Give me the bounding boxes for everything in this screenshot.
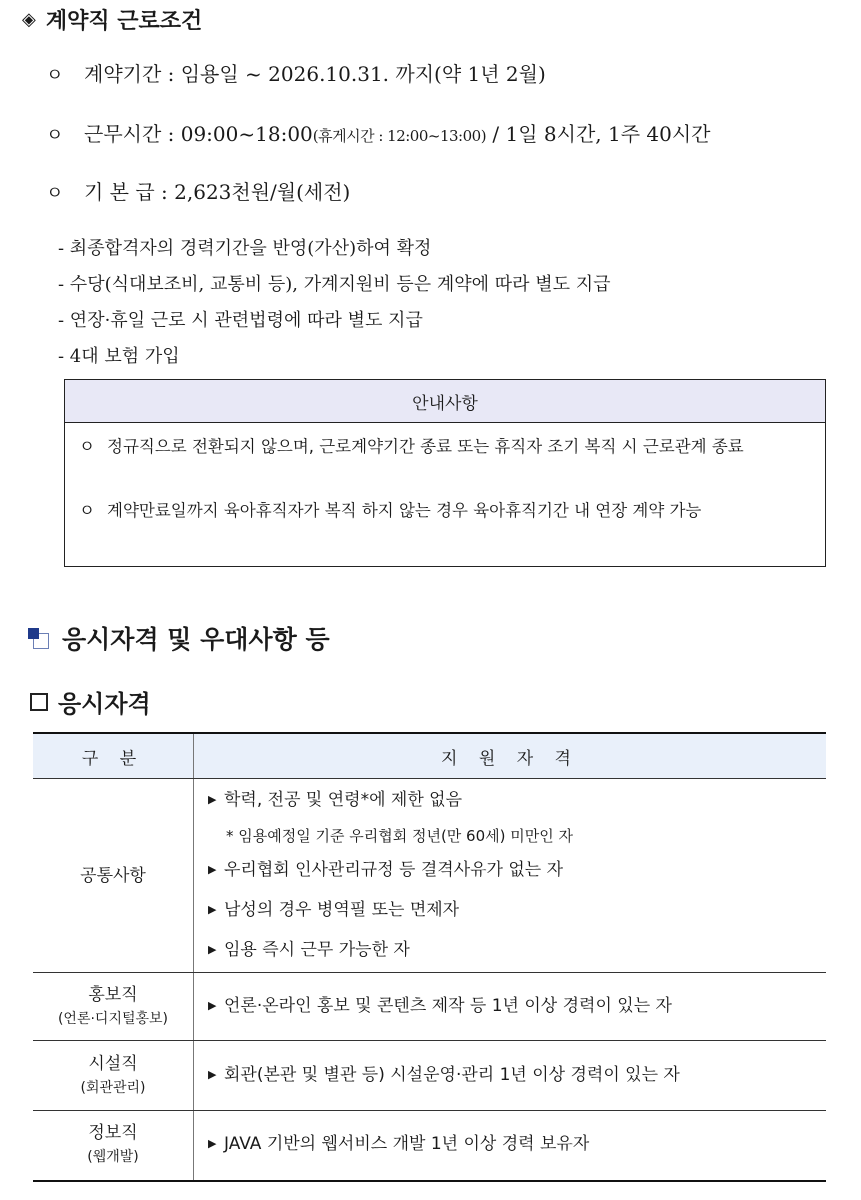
section-heading-qualification [28, 620, 330, 656]
list-item [208, 1060, 825, 1092]
pay-note: - 수당(식대보조비, 교통비 등), 가계지원비 등은 계약에 따라 별도 지급 [58, 274, 611, 295]
notice-title: 안내사항 [65, 380, 825, 423]
footnote: * 임용예정일 기준 우리협회 정년(만 60세) 미만인 자 [226, 826, 573, 845]
row-content [194, 973, 827, 1041]
notice-box [64, 379, 826, 567]
pay-note: - 연장·휴일 근로 시 관련법령에 따라 별도 지급 [58, 310, 423, 331]
notice-text: 정규직으로 전환되지 않으며, 근로계약기간 종료 또는 휴직자 조기 복직 시 근로관계 종료 [107, 437, 744, 456]
triangle-right-icon: ▶ [208, 902, 217, 916]
list-item-text: 학력, 전공 및 연령*에 제한 없음 [224, 789, 462, 810]
condition-value-tail: / 1일 8시간, 1주 40시간 [486, 122, 711, 146]
column-header-category: 구 분 [33, 733, 194, 779]
square-stack-icon [28, 628, 48, 648]
list-item [208, 891, 825, 931]
circle-bullet-icon: ㅇ [79, 437, 95, 456]
checkbox-square-icon [30, 693, 48, 711]
row-content [194, 1111, 827, 1181]
row-label [33, 973, 194, 1041]
table-row [33, 1041, 826, 1111]
condition-label: 계약기간 [84, 62, 162, 86]
diamond-bullet-icon: ◈ [22, 9, 36, 30]
row-label [33, 1041, 194, 1111]
circle-bullet-icon: ㅇ [46, 65, 64, 86]
triangle-right-icon: ▶ [208, 1137, 217, 1151]
circle-bullet-icon: ㅇ [79, 501, 95, 520]
condition-separator: : [154, 180, 175, 204]
condition-base-pay [46, 176, 350, 205]
subsection-heading [30, 684, 151, 719]
list-item-text: 언론·온라인 홍보 및 콘텐츠 제작 등 1년 이상 경력이 있는 자 [224, 995, 672, 1016]
table-row [33, 779, 826, 973]
subsection-title: 응시자격 [58, 690, 151, 718]
row-label-main: 정보직 [88, 1123, 138, 1144]
notice-text: 계약만료일까지 육아휴직자가 복직 하지 않는 경우 육아휴직기간 내 연장 계약 가능 [107, 501, 702, 520]
list-item-text: 우리협회 인사관리규정 등 결격사유가 없는 자 [224, 859, 564, 880]
notice-item [79, 494, 811, 528]
table-row [33, 1111, 826, 1181]
list-item [208, 991, 825, 1023]
triangle-right-icon: ▶ [208, 792, 217, 806]
section-heading-contract [22, 4, 202, 35]
section-title: 계약직 근로조건 [45, 9, 203, 34]
pay-note: - 최종합격자의 경력기간을 반영(가산)하여 확정 [58, 238, 432, 259]
list-item-text: JAVA 기반의 웹서비스 개발 1년 이상 경력 보유자 [224, 1134, 590, 1155]
pay-note: - 4대 보험 가입 [58, 346, 180, 367]
section-title: 응시자격 및 우대사항 등 [62, 625, 330, 654]
break-time-note: (휴게시간 : 12:00~13:00) [312, 127, 487, 145]
list-item-text: 남성의 경우 병역필 또는 면제자 [224, 899, 460, 920]
list-item-text: 회관(본관 및 별관 등) 시설운영·관리 1년 이상 경력이 있는 자 [224, 1064, 680, 1085]
notice-item [79, 430, 811, 464]
row-label-sub: (언론·디지털홍보) [57, 1010, 169, 1027]
circle-bullet-icon: ㅇ [46, 125, 64, 146]
row-label: 공통사항 [33, 779, 194, 973]
condition-value: 09:00~18:00 [180, 122, 313, 146]
condition-separator: : [161, 122, 181, 146]
condition-label: 근무시간 [84, 122, 162, 146]
circle-bullet-icon: ㅇ [46, 183, 64, 204]
row-content [194, 779, 827, 973]
row-label [33, 1111, 194, 1181]
triangle-right-icon: ▶ [208, 862, 217, 876]
triangle-right-icon: ▶ [208, 1067, 217, 1081]
condition-label: 기 본 급 [84, 180, 155, 204]
triangle-right-icon: ▶ [208, 942, 217, 956]
condition-separator: : [161, 62, 181, 86]
triangle-right-icon: ▶ [208, 998, 217, 1012]
condition-work-hours [46, 118, 710, 147]
list-item [208, 851, 825, 891]
condition-contract-period [46, 58, 546, 87]
row-label-sub: (웹개발) [87, 1149, 139, 1166]
row-label-sub: (회관관리) [80, 1079, 146, 1096]
table-row [33, 973, 826, 1041]
list-item [208, 1125, 825, 1165]
column-header-qualification: 지 원 자 격 [194, 733, 827, 779]
list-item [208, 931, 825, 971]
list-item [208, 781, 825, 821]
qualification-table [33, 732, 826, 1182]
list-item-text: 임용 즉시 근무 가능한 자 [224, 939, 410, 960]
condition-value: 임용일 ~ 2026.10.31. 까지(약 1년 2월) [180, 62, 546, 86]
table-header-row [33, 733, 826, 779]
row-content [194, 1041, 827, 1111]
row-label-main: 시설직 [88, 1053, 138, 1074]
condition-value: 2,623천원/월(세전) [174, 180, 351, 204]
row-label-main: 홍보직 [88, 984, 138, 1005]
